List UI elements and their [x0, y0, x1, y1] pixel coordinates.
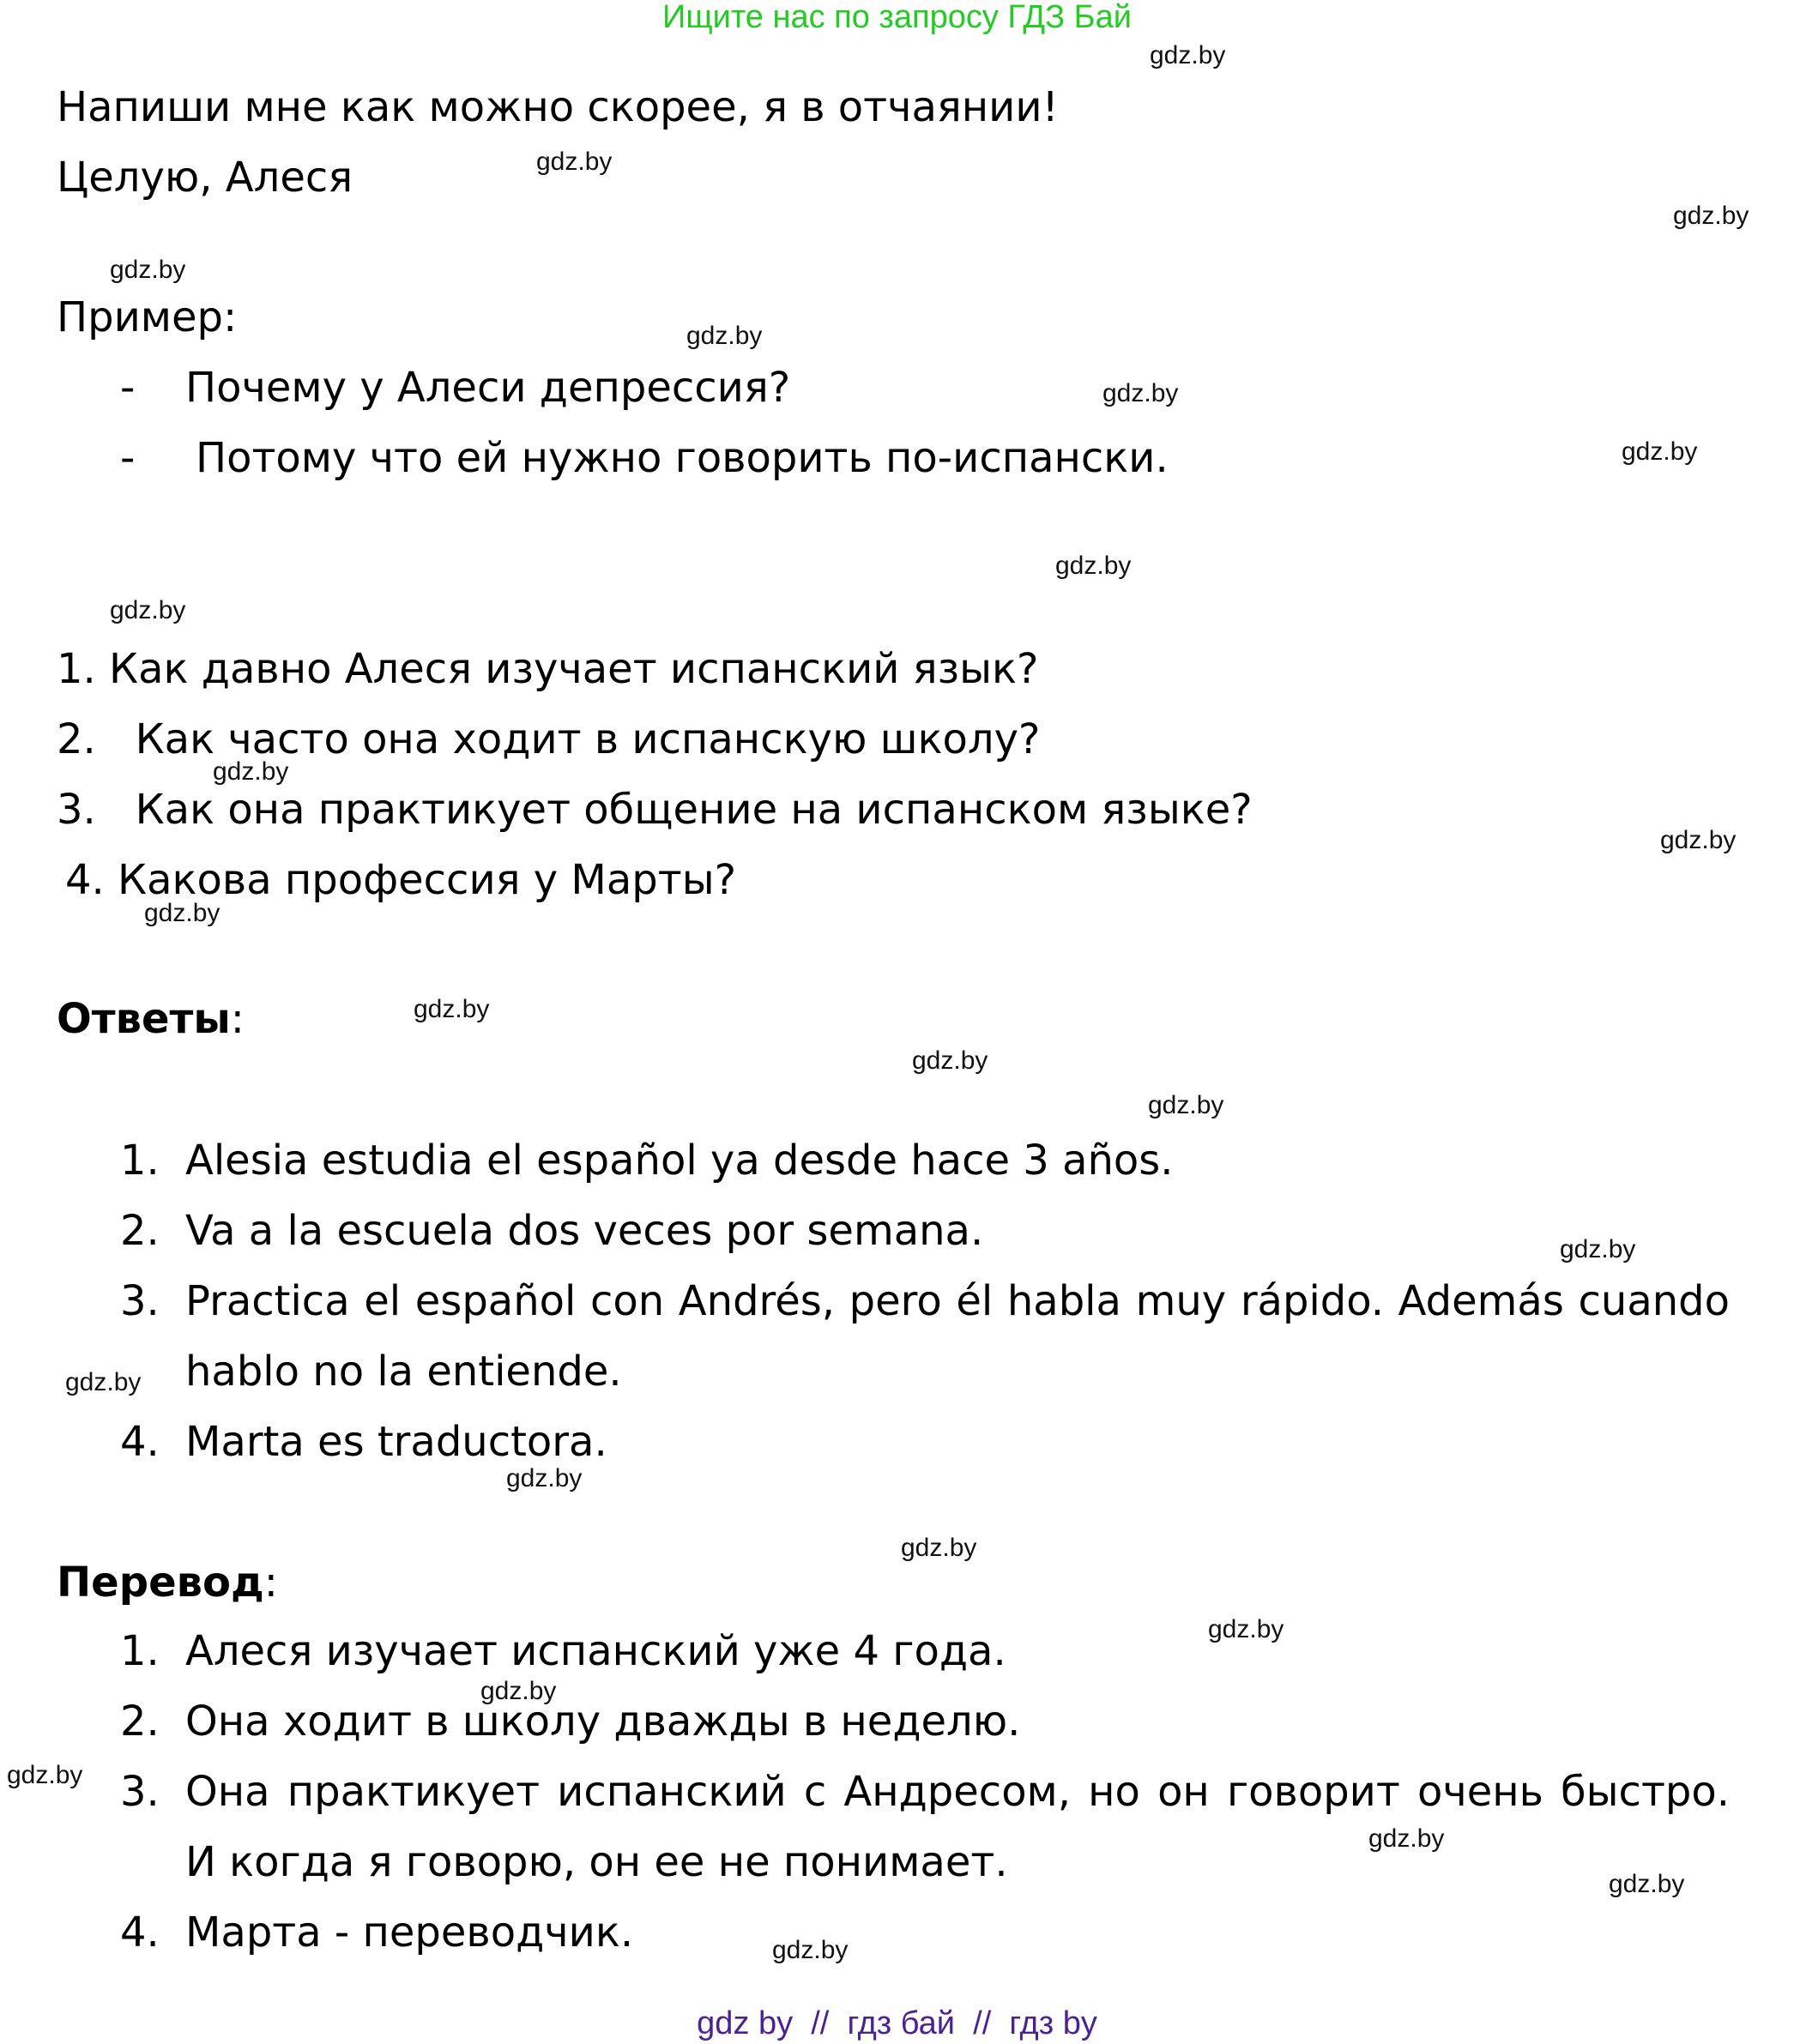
watermark: gdz.by — [110, 596, 186, 624]
example-question: Почему у Алеси депрессия? — [185, 364, 791, 412]
answer-number: 1. — [120, 1137, 160, 1185]
answer-number: 2. — [120, 1207, 160, 1255]
question-item: 4. Какова профессия у Марты? — [65, 856, 737, 904]
site-banner: Ищите нас по запросу ГДЗ Бай — [662, 0, 1132, 35]
answer-text: Va a la escuela dos veces por semana. — [185, 1207, 984, 1255]
watermark: gdz.by — [1055, 552, 1132, 580]
watermark: gdz.by — [1208, 1615, 1284, 1643]
watermark: gdz.by — [772, 1936, 849, 1964]
letter-line: Напиши мне как можно скорее, я в отчаянии! — [57, 83, 1059, 131]
watermark: gdz.by — [536, 148, 613, 176]
answer-number: 3. — [120, 1277, 160, 1325]
watermark: gdz.by — [912, 1046, 988, 1075]
translation-text: Она ходит в школу дважды в неделю. — [185, 1697, 1021, 1746]
watermark: gdz.by — [1148, 1091, 1224, 1119]
watermark: gdz.by — [414, 995, 490, 1023]
translation-text: Алеся изучает испанский уже 4 года. — [185, 1627, 1006, 1675]
answer-text: Practica el español con Andrés, pero él habla muy rápido. Además cuando hablo no la entiende. — [185, 1277, 1730, 1396]
translation-number: 1. — [120, 1627, 160, 1675]
translation-number: 4. — [120, 1908, 160, 1957]
watermark: gdz.by — [1368, 1824, 1445, 1853]
letter-signature: Целую, Алеся — [57, 154, 353, 202]
answer-text: Alesia estudia el español ya desde hace 3 años. — [185, 1137, 1174, 1185]
watermark: gdz.by — [480, 1677, 557, 1705]
translation-heading — [57, 1557, 278, 1608]
watermark: gdz.by — [1150, 41, 1226, 69]
watermark: gdz.by — [1560, 1235, 1636, 1263]
question-item: 3. Как она практикует общение на испанском языке? — [57, 786, 1253, 834]
question-item: 2. Как часто она ходит в испанскую школу? — [57, 715, 1041, 763]
translation-heading-text: Перевод — [57, 1559, 264, 1607]
watermark: gdz.by — [1609, 1870, 1685, 1898]
watermark: gdz.by — [7, 1761, 83, 1789]
translation-text: Она практикует испанский с Андресом, но он говорит очень быстро. И когда я говорю, он ее не понимает. — [185, 1768, 1730, 1886]
dash-bullet: - — [120, 434, 136, 482]
watermark: gdz.by — [686, 322, 763, 350]
watermark: gdz.by — [901, 1534, 977, 1562]
dash-bullet: - — [120, 364, 136, 412]
example-heading: Пример: — [57, 293, 238, 341]
translation-text: Марта - переводчик. — [185, 1908, 634, 1957]
site-footer: gdz by // гдз бай // гдз by — [697, 2005, 1097, 2041]
translation-number: 2. — [120, 1697, 160, 1746]
answer-text: Marta es traductora. — [185, 1418, 607, 1466]
watermark: gdz.by — [1622, 437, 1698, 466]
answers-heading-colon: : — [230, 995, 245, 1043]
watermark: gdz.by — [1660, 826, 1737, 854]
translation-number: 3. — [120, 1768, 160, 1816]
watermark: gdz.by — [506, 1464, 583, 1492]
watermark: gdz.by — [213, 757, 289, 786]
watermark: gdz.by — [1673, 202, 1749, 230]
watermark: gdz.by — [110, 256, 186, 284]
answers-heading — [57, 993, 245, 1045]
question-item: 1. Как давно Алеся изучает испанский язык? — [57, 645, 1039, 693]
translation-heading-colon: : — [263, 1559, 278, 1607]
answer-number: 4. — [120, 1418, 160, 1466]
example-answer: Потому что ей нужно говорить по-испански. — [196, 434, 1169, 482]
watermark: gdz.by — [1102, 379, 1179, 407]
answers-heading-text: Ответы — [57, 995, 231, 1043]
watermark: gdz.by — [144, 899, 220, 927]
watermark: gdz.by — [65, 1368, 142, 1396]
